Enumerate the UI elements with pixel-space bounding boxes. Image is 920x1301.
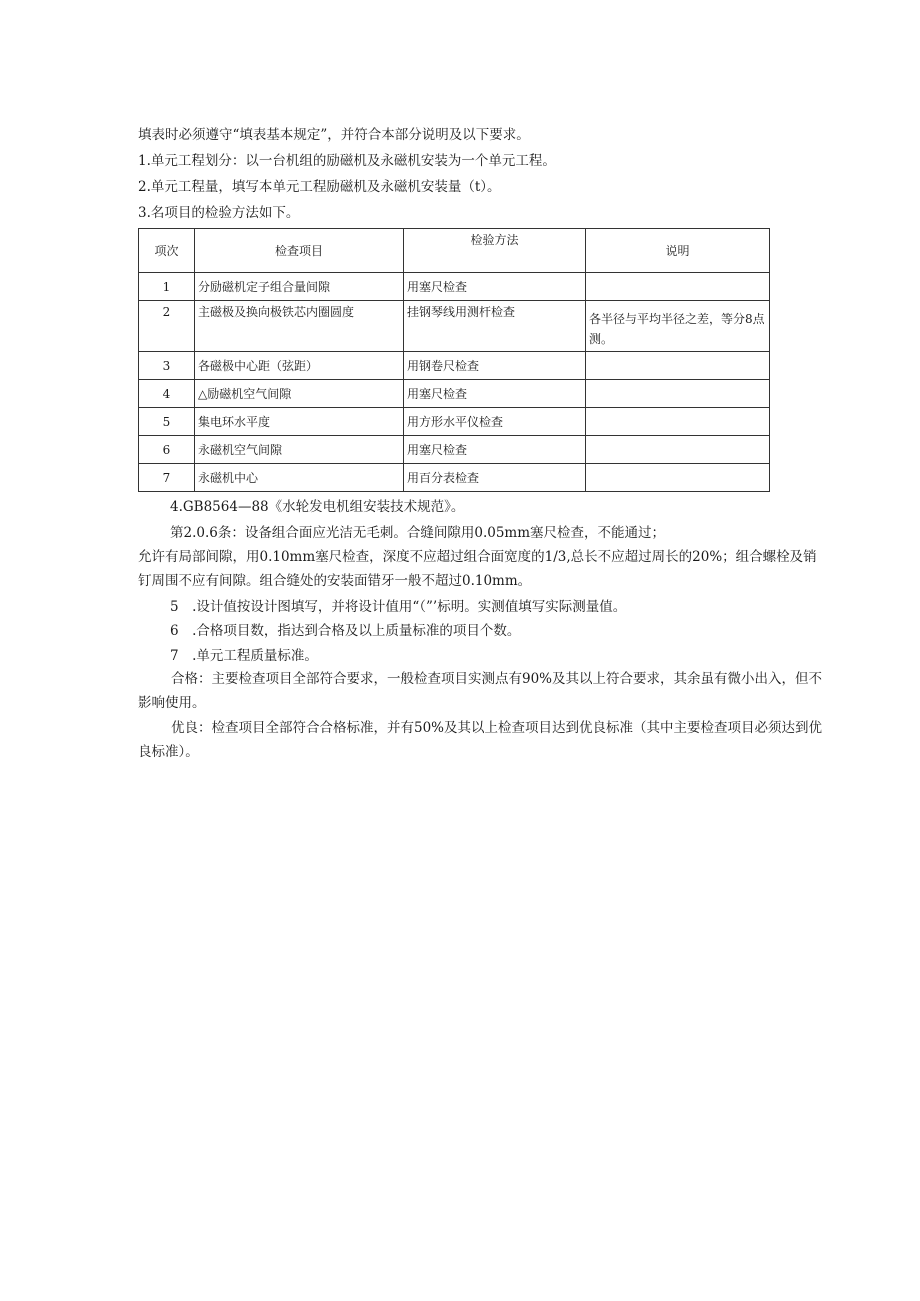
- row-item: 各磁极中心距（弦距）: [195, 352, 404, 380]
- row-item: 集电环水平度: [195, 408, 404, 436]
- row-no: 6: [139, 436, 195, 464]
- table-row: [139, 301, 770, 352]
- note-item-5: 5 .设计值按设计图填写，并将设计值用“（”’标明。实测值填写实际测量值。: [170, 599, 627, 615]
- intro-line-3: 3.名项目的检验方法如下。: [138, 205, 300, 221]
- row-method: 挂钢琴线用测杆检查: [404, 301, 586, 352]
- row-method: 用方形水平仪检查: [404, 408, 586, 436]
- inspection-method-table: [138, 228, 770, 492]
- header-item: 检查项目: [195, 229, 404, 273]
- row-method: 用塞尺检查: [404, 380, 586, 408]
- row-no: 7: [139, 464, 195, 492]
- row-note: [586, 352, 770, 380]
- table-header-row: [139, 229, 770, 273]
- row-item: △励磁机空气间隙: [195, 380, 404, 408]
- intro-line-2: 2.单元工程量，填写本单元工程励磁机及永磁机安装量（t）。: [138, 179, 501, 195]
- row-no: 1: [139, 273, 195, 301]
- row-note: [586, 408, 770, 436]
- table-row: [139, 273, 770, 301]
- intro-line-0: 填表时必须遵守“填表基本规定”，并符合本部分说明及以下要求。: [138, 127, 530, 143]
- row-note: [586, 436, 770, 464]
- row-no: 3: [139, 352, 195, 380]
- intro-line-1: 1.单元工程划分：以一台机组的励磁机及永磁机安装为一个单元工程。: [138, 153, 556, 169]
- row-note: [586, 380, 770, 408]
- row-note: 各半径与平均半径之差，等分8点测。: [586, 301, 770, 352]
- note-item-4: 4.GB8564—88《水轮发电机组安装技术规范》。: [170, 499, 465, 515]
- table-row: [139, 436, 770, 464]
- table-row: [139, 464, 770, 492]
- row-no: 2: [139, 301, 195, 352]
- table-row: [139, 352, 770, 380]
- row-no: 5: [139, 408, 195, 436]
- quality-qualified: 合格：主要检查项目全部符合要求，一般检查项目实测点有90%及其以上符合要求，其余虽有微小出入，但不影响使用。: [138, 671, 823, 711]
- row-item: 分励磁机定子组合量间隙: [195, 273, 404, 301]
- row-item: 永磁机中心: [195, 464, 404, 492]
- row-note: [586, 273, 770, 301]
- table-row: [139, 380, 770, 408]
- row-item: 永磁机空气间隙: [195, 436, 404, 464]
- row-method: 用百分表检查: [404, 464, 586, 492]
- header-method: 检验方法: [404, 229, 586, 273]
- row-item: 主磁极及换向极铁芯内圈圆度: [195, 301, 404, 352]
- quality-excellent: 优良：检查项目全部符合合格标准，并有50%及其以上检查项目达到优良标准（其中主要检查项目必须达到优良标准）。: [138, 720, 823, 760]
- row-method: 用塞尺检查: [404, 273, 586, 301]
- row-no: 4: [139, 380, 195, 408]
- clause-rest: 允许有局部间隙，用0.10mm塞尺检查，深度不应超过组合面宽度的1/3,总长不应超过周长的20%；组合螺栓及销钉周围不应有间隙。组合缝处的安装面错牙一般不超过0.10mm。: [138, 549, 817, 589]
- row-method: 用钢卷尺检查: [404, 352, 586, 380]
- note-item-7: 7 .单元工程质量标准。: [170, 648, 318, 664]
- note-item-6: 6 .合格项目数，指达到合格及以上质量标准的项目个数。: [170, 623, 521, 639]
- header-no: 项次: [139, 229, 195, 273]
- table-row: [139, 408, 770, 436]
- row-method: 用塞尺检查: [404, 436, 586, 464]
- header-note: 说明: [586, 229, 770, 273]
- row-note: [586, 464, 770, 492]
- clause-line-1: 第2.0.6条：设备组合面应光洁无毛刺。合缝间隙用0.05mm塞尺检查，不能通过；: [170, 525, 666, 541]
